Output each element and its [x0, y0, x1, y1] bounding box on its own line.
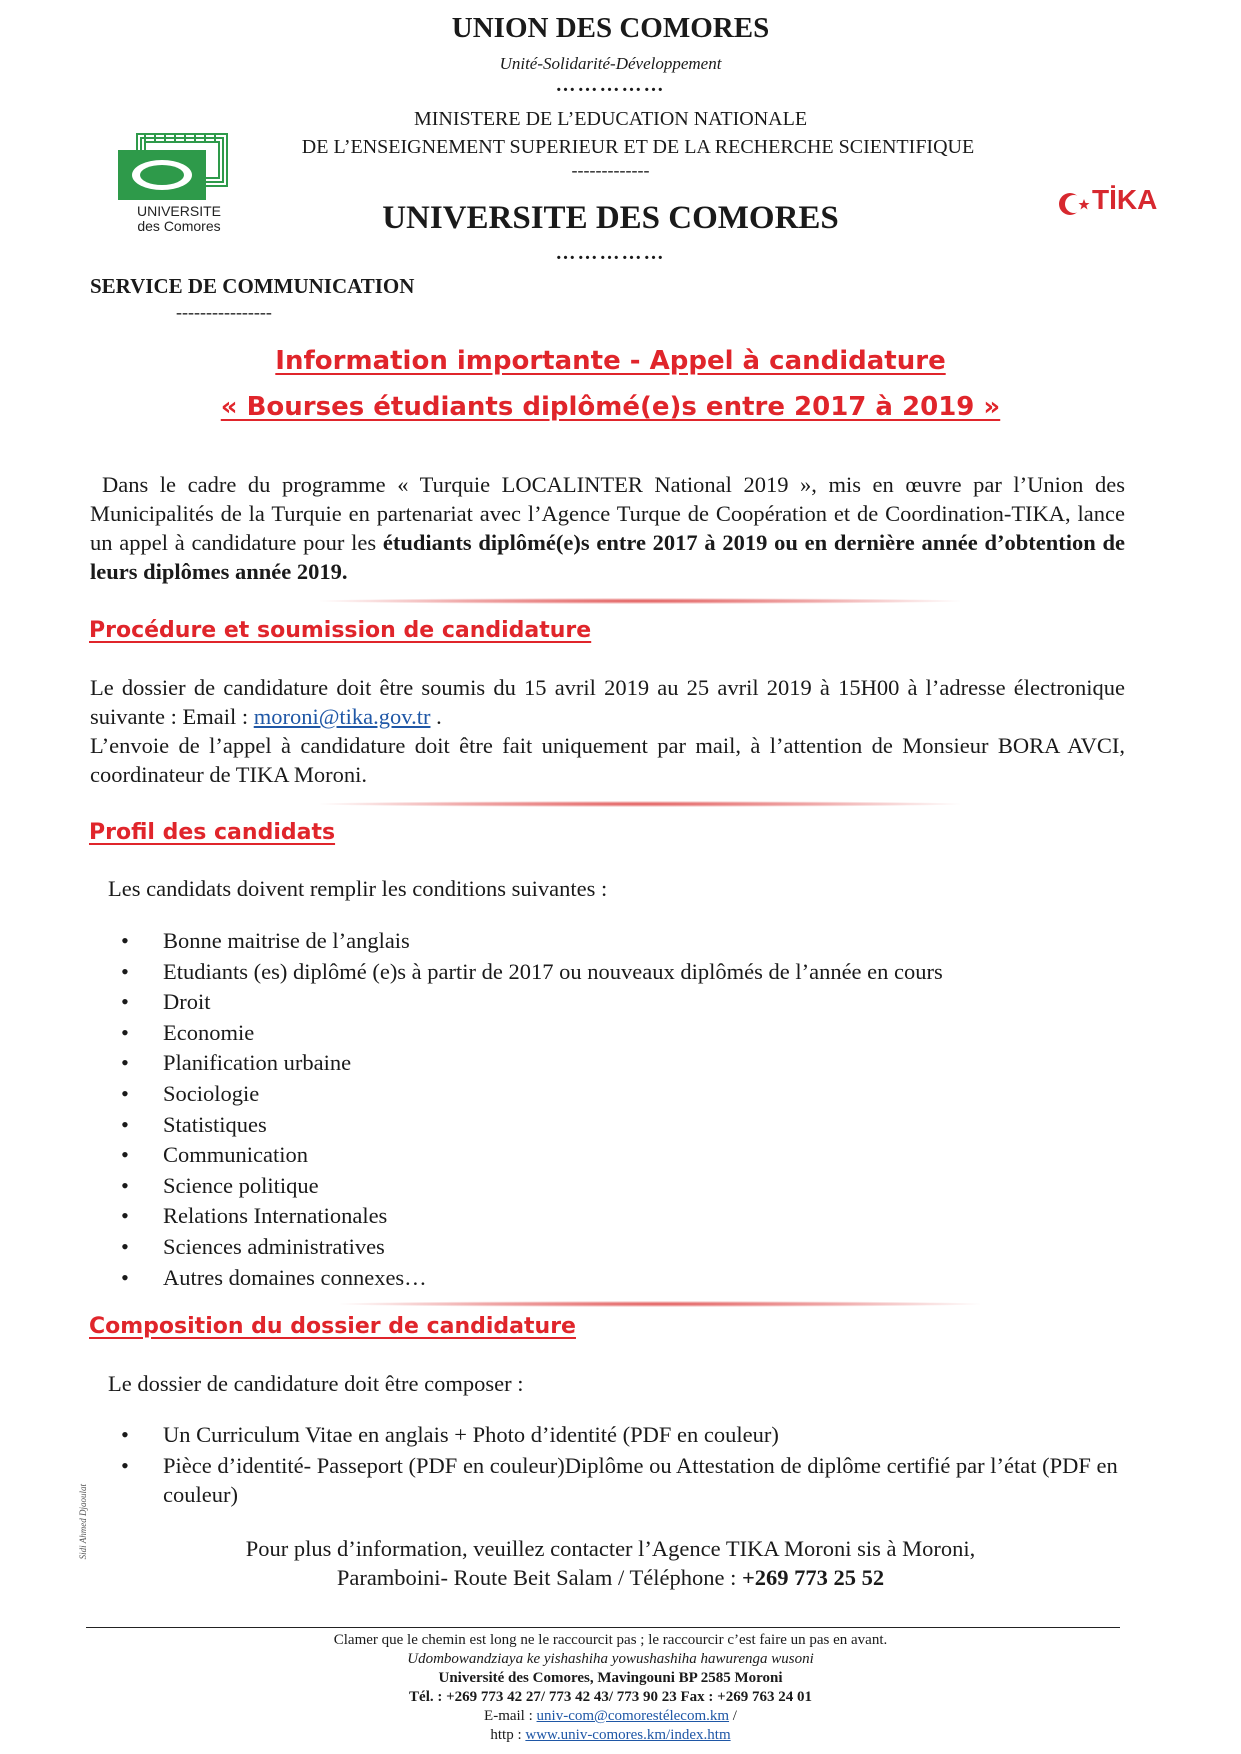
bullet-icon: •: [121, 1233, 129, 1259]
logo-text-line-2: des Comores: [137, 218, 221, 234]
section-divider: [320, 801, 960, 807]
procedure-paragraph-2: L’envoie de l’appel à candidature doit être fait uniquement par mail, à l’attention de Monsieur BORA AVCI, coordinateur de TIKA Moroni.: [90, 733, 1125, 787]
bullet-icon: •: [121, 1422, 129, 1447]
bullet-icon: •: [121, 1019, 129, 1045]
list-item: [121, 1110, 1121, 1141]
list-item: [121, 926, 1121, 957]
service-dashes: ----------------: [176, 302, 272, 322]
footer-email-end: /: [729, 1708, 737, 1724]
section-divider: [340, 1301, 980, 1307]
list-item-text: Statistiques: [163, 1111, 267, 1137]
bullet-icon: •: [121, 928, 129, 953]
footer-website-line: [0, 1726, 1221, 1745]
list-item-text: Autres domaines connexes…: [163, 1264, 427, 1290]
bullet-icon: •: [121, 1111, 129, 1137]
contact-address: Paramboini- Route Beit Salam / Téléphone :: [336, 1565, 742, 1590]
list-item: [121, 1420, 1121, 1449]
list-item: [121, 1140, 1121, 1171]
list-item-text: Droit: [163, 989, 211, 1015]
side-signature: Sidi Ahmed Djaoulat: [78, 1484, 88, 1560]
separator-dashes: -------------: [571, 160, 650, 180]
list-item-text: Sciences administratives: [163, 1233, 385, 1259]
section-divider: [320, 598, 960, 604]
bullet-icon: •: [121, 1142, 129, 1168]
footer-quote-local: Udombowandziaya ke yishashiha yowushashiha hawurenga wusoni: [407, 1651, 814, 1667]
footer-email-line: [0, 1707, 1221, 1726]
list-item: [121, 957, 1121, 988]
list-item: [121, 1232, 1121, 1263]
profile-list: [121, 926, 1121, 1293]
intro-text: Dans le cadre du programme « Turquie LOCALINTER National 2019 », mis en œuvre par l’Union des Municipalités de la Turquie en partenariat avec l’Agence Turque de Coopération et de Coordination-TIKA, lance un appel à candidature pour les: [90, 472, 1125, 555]
list-item-text: Relations Internationales: [163, 1203, 388, 1229]
list-item: [121, 1018, 1121, 1049]
bullet-icon: •: [121, 989, 129, 1015]
national-motto: Unité-Solidarité-Développement: [499, 54, 722, 73]
intro-bold-text: étudiants diplômé(e)s entre 2017 à 2019 ou en dernière année d’obtention de leurs diplômes année 2019.: [90, 530, 1125, 584]
universite-comores-logo-icon: [115, 130, 239, 204]
logo-text-line-1: UNIVERSITE: [136, 203, 221, 219]
list-item: [121, 1263, 1121, 1294]
bullet-icon: •: [121, 1264, 129, 1290]
ministry-line-2: DE L’ENSEIGNEMENT SUPERIEUR ET DE LA RECHERCHE SCIENTIFIQUE: [301, 136, 975, 158]
bullet-icon: •: [121, 1453, 129, 1478]
bullet-icon: •: [121, 1203, 129, 1229]
footer-website-link[interactable]: www.univ-comores.km/index.htm: [525, 1727, 731, 1743]
list-item-text: Science politique: [163, 1172, 319, 1198]
list-item-text: Etudiants (es) diplômé (e)s à partir de 2017 ou nouveaux diplômés de l’année en cours: [163, 958, 943, 984]
list-item: [121, 987, 1121, 1018]
list-item-text: Sociologie: [163, 1080, 260, 1106]
bullet-icon: •: [121, 1080, 129, 1106]
announcement-subtitle: « Bourses étudiants diplômé(e)s entre 2017 à 2019 »: [220, 392, 1001, 422]
separator-dots-2: ……………: [555, 242, 666, 264]
composition-intro: Le dossier de candidature doit être composer :: [108, 1371, 524, 1396]
list-item-text: Bonne maitrise de l’anglais: [163, 928, 410, 953]
list-item-text: Planification urbaine: [163, 1050, 352, 1076]
contact-phone: +269 773 25 52: [741, 1565, 885, 1590]
procedure-text-end: .: [430, 704, 442, 729]
crescent-star-icon: [1058, 190, 1092, 220]
contact-line-2: [0, 1565, 1221, 1591]
tika-logo: [1058, 186, 1176, 222]
bullet-icon: •: [121, 1050, 129, 1076]
announcement-title: Information importante - Appel à candidature: [275, 346, 946, 376]
bullet-icon: •: [121, 1172, 129, 1198]
footer-email-label: E-mail :: [484, 1708, 537, 1724]
profile-heading: Profil des candidats: [89, 820, 336, 845]
footer-email-link[interactable]: univ-com@comorestélecom.km: [536, 1708, 730, 1724]
contact-line-1: Pour plus d’information, veuillez contacter l’Agence TIKA Moroni sis à Moroni,: [245, 1536, 976, 1561]
country-name: UNION DES COMORES: [451, 12, 770, 44]
ministry-line-1: MINISTERE DE L’EDUCATION NATIONALE: [413, 108, 808, 130]
procedure-text: Le dossier de candidature doit être soumis du 15 avril 2019 au 25 avril 2019 à 15H00 à l’adresse électronique suivante : Email :: [90, 675, 1125, 729]
universite-comores-logo: [115, 130, 239, 240]
separator-dots: ……………: [555, 74, 666, 96]
tika-logo-text: TİKA: [1092, 184, 1158, 215]
footer-quote: Clamer que le chemin est long ne le raccourcit pas ; le raccourcir c’est faire un pas en avant.: [333, 1632, 888, 1648]
footer-divider: [86, 1627, 1120, 1628]
composition-heading: Composition du dossier de candidature: [89, 1314, 576, 1339]
list-item-text: Economie: [163, 1019, 255, 1045]
profile-intro: Les candidats doivent remplir les conditions suivantes :: [108, 876, 608, 901]
list-item: [121, 1079, 1121, 1110]
list-item-text: Pièce d’identité- Passeport (PDF en couleur)Diplôme ou Attestation de diplôme certifié par l’état (PDF en couleur): [163, 1453, 1118, 1507]
list-item-text: Communication: [163, 1142, 308, 1168]
bullet-icon: •: [121, 958, 129, 984]
composition-list: [121, 1420, 1121, 1511]
intro-paragraph: [90, 470, 1125, 586]
university-name: UNIVERSITE DES COMORES: [382, 200, 839, 236]
footer-http-label: http :: [490, 1727, 526, 1743]
list-item: [121, 1048, 1121, 1079]
list-item-text: Un Curriculum Vitae en anglais + Photo d’identité (PDF en couleur): [163, 1422, 779, 1447]
list-item: [121, 1451, 1121, 1509]
procedure-heading: Procédure et soumission de candidature: [89, 618, 592, 643]
service-name: SERVICE DE COMMUNICATION: [90, 274, 415, 298]
footer-phones: Tél. : +269 773 42 27/ 773 42 43/ 773 90 23 Fax : +269 763 24 01: [409, 1689, 812, 1705]
procedure-paragraph-1: [90, 673, 1125, 731]
list-item: [121, 1171, 1121, 1202]
email-link[interactable]: moroni@tika.gov.tr: [253, 704, 431, 729]
list-item: [121, 1201, 1121, 1232]
footer-address: Université des Comores, Mavingouni BP 2585 Moroni: [438, 1670, 783, 1686]
